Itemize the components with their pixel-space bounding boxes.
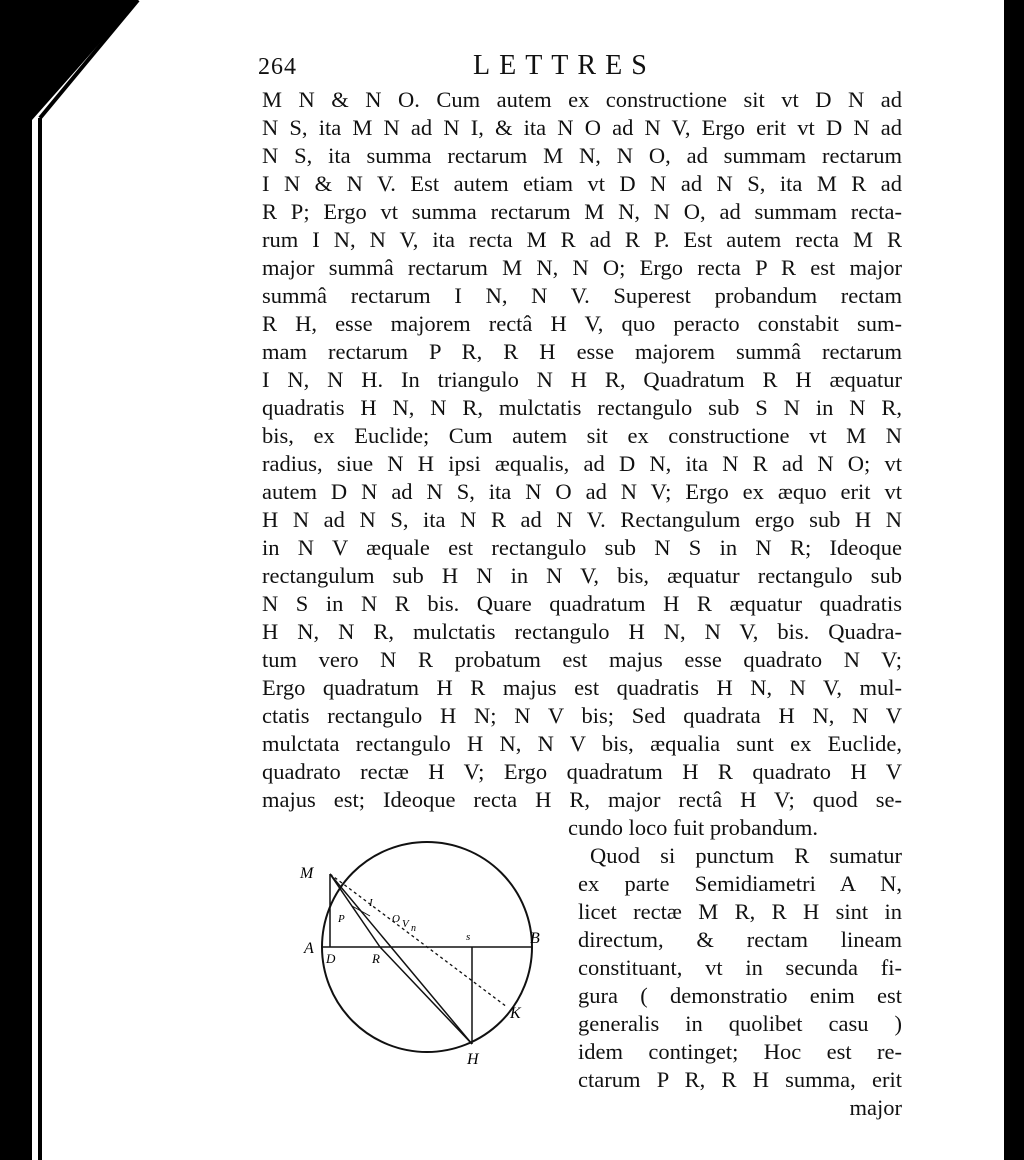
text-line: majus est; Ideoque recta H R, major rectâ H V; quod se- (262, 787, 902, 812)
text-line: mulctata rectangulo H N, N V bis, æqualia sunt ex Euclide, (262, 731, 902, 756)
figure-label-P: P (338, 913, 345, 925)
figure-label-V: V (402, 918, 409, 930)
text-line: mam rectarum P R, R H esse majorem summâ rectarum (262, 339, 902, 364)
text-line: directum, & rectam lineam (578, 927, 902, 952)
text-line: quadrato rectæ H V; Ergo quadratum H R quadrato H V (262, 759, 902, 784)
text-line: I N & N V. Est autem etiam vt D N ad N S, ita M R ad (262, 171, 902, 196)
page-number: 264 (258, 54, 297, 80)
figure-label-K: K (510, 1005, 521, 1022)
text-line: Ergo quadratum H R majus est quadratis H N, N V, mul- (262, 675, 902, 700)
text-line: gura ( demonstratio enim est (578, 983, 902, 1008)
text-line: ex parte Semidiametri A N, (578, 871, 902, 896)
text-line: tum vero N R probatum est majus esse quadrato N V; (262, 647, 902, 672)
text-line: bis, ex Euclide; Cum autem sit ex constructione vt M N (262, 423, 902, 448)
page-header (258, 50, 898, 86)
text-line: autem D N ad N S, ita N O ad N V; Ergo ex æquo erit vt (262, 479, 902, 504)
text-line: H N, N R, mulctatis rectangulo H N, N V, bis. Quadra- (262, 619, 902, 644)
catchword: major (849, 1095, 902, 1120)
text-line: idem continget; Hoc est re- (578, 1039, 902, 1064)
figure-label-B: B (530, 930, 540, 947)
text-line: R H, esse majorem rectâ H V, quo peracto constabit sum- (262, 311, 902, 336)
text-line: generalis in quolibet casu ) (578, 1011, 902, 1036)
figure-label-S: s (466, 931, 471, 943)
text-line: M N & N O. Cum autem ex constructione sit vt D N ad (262, 87, 902, 112)
text-line: in N V æquale est rectangulo sub N S in N R; Ideoque (262, 535, 902, 560)
text-line: constituant, vt in secunda fi- (578, 955, 902, 980)
figure-label-R: R (372, 951, 380, 966)
text-line: radius, siue N H ipsi æqualis, ad D N, ita N R ad N O; vt (262, 451, 902, 476)
text-line: rectangulum sub H N in N V, bis, æquatur rectangulo sub (262, 563, 902, 588)
text-line: rum I N, N V, ita recta M R ad R P. Est autem recta M R (262, 227, 902, 252)
text-line: quadratis H N, N R, mulctatis rectangulo sub S N in N R, (262, 395, 902, 420)
text-line: ctatis rectangulo H N; N V bis; Sed quadrata H N, N V (262, 703, 902, 728)
figure-label-M: M (300, 865, 314, 882)
figure-label-H: H (467, 1051, 479, 1068)
text-line: N S in N R bis. Quare quadratum H R æquatur quadratis (262, 591, 902, 616)
text-line: major summâ rectarum M N, N O; Ergo recta P R est major (262, 255, 902, 280)
figure-label-O: O (392, 913, 400, 925)
geometry-figure (262, 832, 572, 1082)
figure-line-RH (380, 947, 472, 1044)
text-line: licet rectæ M R, R H sint in (578, 899, 902, 924)
text-line: R P; Ergo vt summa rectarum M N, N O, ad summam recta- (262, 199, 902, 224)
figure-label-A: A (304, 940, 314, 957)
figure-label-N: n (411, 923, 416, 934)
text-line: H N ad N S, ita N R ad N V. Rectangulum ergo sub H N (262, 507, 902, 532)
text-line: Quod si punctum R sumatur (590, 843, 902, 868)
text-line: I N, N H. In triangulo N H R, Quadratum R H æquatur (262, 367, 902, 392)
text-line: summâ rectarum I N, N V. Superest probandum rectam (262, 283, 902, 308)
text-line: N S, ita M N ad N I, & ita N O ad N V, Ergo erit vt D N ad (262, 115, 902, 140)
figure-label-D: D (326, 951, 336, 966)
figure-label-I: I (369, 897, 373, 909)
text-line: cundo loco fuit probandum. (568, 815, 818, 840)
running-head: LETTRES (473, 50, 656, 81)
text-line: N S, ita summa rectarum M N, N O, ad summam rectarum (262, 143, 902, 168)
text-line: ctarum P R, R H summa, erit (578, 1067, 902, 1092)
figure-line-MR (330, 874, 380, 947)
